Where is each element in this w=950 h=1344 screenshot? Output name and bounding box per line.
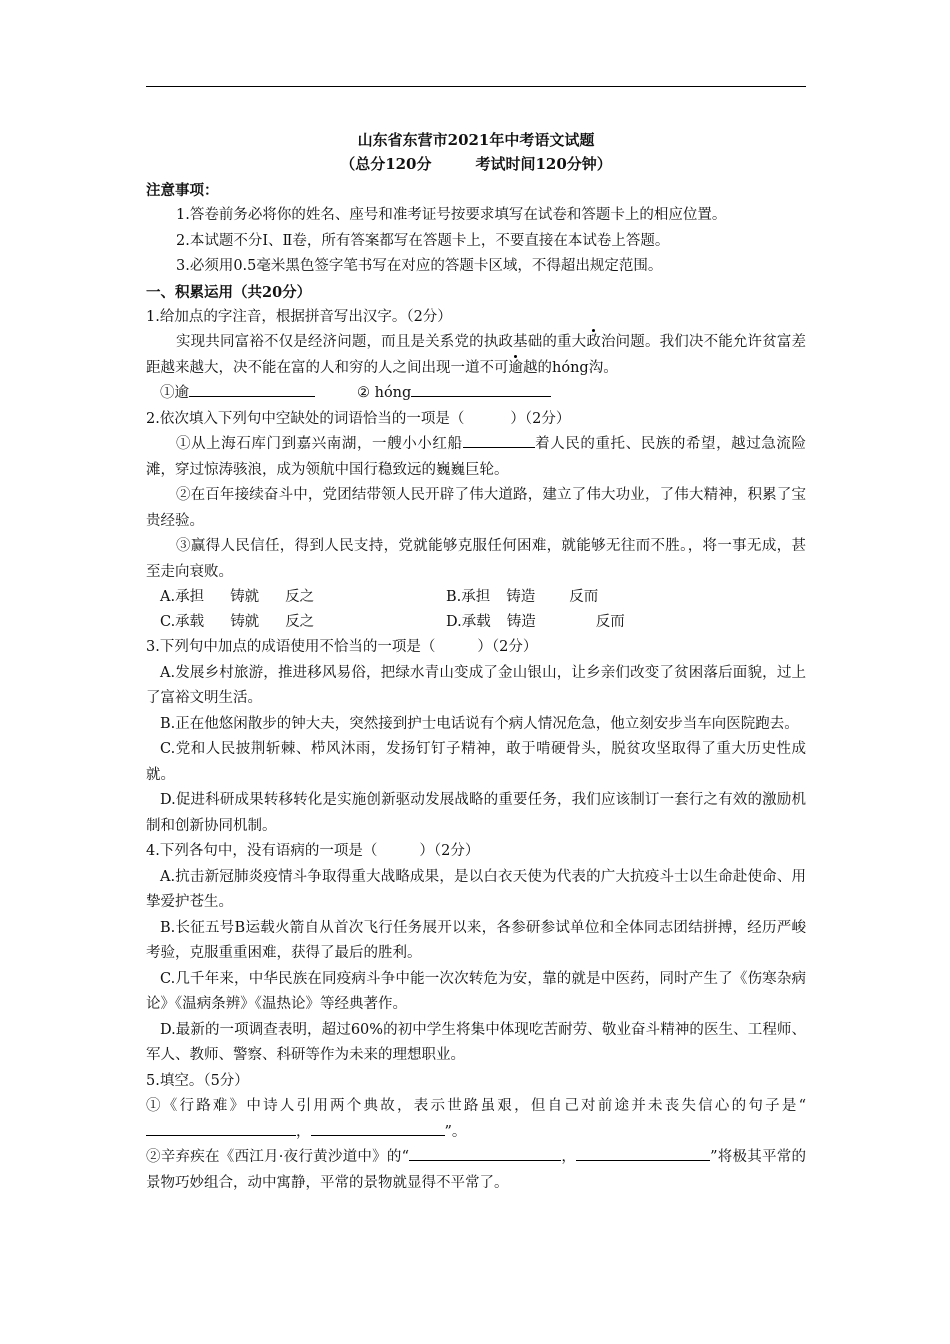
option-d[interactable]: D.承载 铸造 反而 (446, 614, 625, 630)
question-3-stem: 3.下列句中加点的成语使用不恰当的一项是（ ）（2分） (146, 639, 538, 655)
question-2-sentence-3: ③赢得人民信任，得到人民支持，党就能够克服任何困难，就能够无往而不胜。，将一事无成，甚至走向衰败。 (146, 538, 806, 580)
exam-title: 山东省东营市2021年中考语文试题 (357, 131, 595, 149)
section-heading: 一、积累运用（共20分） (146, 283, 312, 301)
question-2-options-row (146, 610, 806, 635)
question-2-sentence-1: ①从上海石库门到嘉兴南湖，一艘小小红船 着人民的重托、民族的希望，越过急流险滩，穿过惊涛骇浪，成为领航中国行稳致远的巍巍巨轮。 (146, 432, 806, 483)
question-4-option-d[interactable]: D.最新的一项调查表明，超过60%的初中学生将集中体现吃苦耐劳、敬业奋斗精神的医生、工程师、军人、教师、警察、科研等作为未来的理想职业。 (146, 1021, 806, 1063)
exam-subtitle (146, 152, 806, 176)
fill-blank[interactable] (146, 1120, 296, 1136)
option-c[interactable]: C.承载 铸就 反之 (160, 614, 315, 630)
fill-blank[interactable] (463, 432, 535, 448)
question-2-options-row (146, 585, 806, 610)
question-4-option-a[interactable]: A.抗击新冠肺炎疫情斗争取得重大战略成果，是以白衣天使为代表的广大抗疫斗士以生命赴使命、用挚爱护苍生。 (146, 868, 806, 910)
notice-item: 2.本试题不分Ⅰ、Ⅱ卷，所有答案都写在答题卡上，不要直接在本试卷上答题。 (176, 232, 670, 249)
notice-item: 3.必须用0.5毫米黑色签字笔书写在对应的答题卡区域，不得超出规定范围。 (176, 258, 663, 274)
question-3-option-a[interactable]: A.发展乡村旅游，推进移风易俗，把绿水青山变成了金山银山，让乡亲们改变了贫困落后面貌，过上了富裕文明生活。 (146, 664, 806, 706)
question-3-option-d[interactable]: D.促进科研成果转移转化是实施创新驱动发展战略的重要任务，我们应该制订一套行之有效的激励机制和创新协同机制。 (146, 792, 806, 834)
question-5-stem: 5.填空。（5分） (146, 1072, 249, 1089)
question-5-item-2: ②辛弃疾在《西江月·夜行黄沙道中》的“ ， ”将极其平常的景物巧妙组合，动中寓静，平常的景物就显得不平常了。 (146, 1145, 806, 1196)
exam-content (146, 128, 806, 1196)
question-1-passage: 实现共同富裕不仅是经济问题，而且是关系党的执政基础的重大政治问题。我们决不能允许贫富差距越来越大，决不能在富的人和穷的人之间出现一道不可逾越的hóng沟。 (146, 334, 807, 376)
question-4-option-b[interactable]: B.长征五号B运载火箭自从首次飞行任务展开以来，各参研参试单位和全体同志团结拼搏，经历严峻考验，克服重重困难，获得了最后的胜利。 (146, 919, 806, 961)
answer-blank[interactable] (189, 381, 315, 397)
notice-heading: 注意事项： (146, 182, 219, 199)
question-4-stem: 4.下列各句中，没有语病的一项是（ ）（2分） (146, 843, 480, 859)
question-3-option-c[interactable]: C.党和人民披荆斩棘、栉风沐雨，发扬钉钉子精神，敢于啃硬骨头，脱贫攻坚取得了重大历史性成就。 (146, 741, 806, 783)
option-a[interactable]: A.承担 铸就 反之 (160, 589, 315, 605)
question-2-sentence-2: ②在百年接续奋斗中，党团结带领人民开辟了伟大道路，建立了伟大功业，了伟大精神，积累了宝贵经验。 (146, 487, 806, 529)
fill-blank[interactable] (576, 1145, 710, 1161)
total-score: （总分120分 (340, 155, 432, 173)
header-rule (146, 86, 806, 87)
answer-blank[interactable] (411, 381, 551, 397)
option-b[interactable]: B.承担 铸造 反而 (446, 589, 599, 605)
answer-label: ② hóng (357, 385, 412, 401)
question-5-item-1: ①《行路难》中诗人引用两个典故，表示世路虽艰，但自己对前途并未丧失信心的句子是“， ”。 (146, 1098, 806, 1140)
question-1-stem: 1.给加点的字注音，根据拼音写出汉字。（2分） (146, 308, 452, 325)
question-3-option-b[interactable]: B.正在他悠闲散步的钟大夫，突然接到护士电话说有个病人情况危急，他立刻安步当车向医院跑去。 (160, 715, 799, 732)
fill-blank[interactable] (311, 1120, 445, 1136)
notice-item: 1.答卷前务必将你的姓名、座号和准考证号按要求填写在试卷和答题卡上的相应位置。 (176, 207, 727, 223)
exam-time: 考试时间120分钟） (475, 155, 612, 173)
question-4-option-c[interactable]: C.几千年来，中华民族在同疫病斗争中能一次次转危为安，靠的就是中医药，同时产生了《伤寒杂病论》《温病条辨》《温热论》等经典著作。 (146, 970, 806, 1012)
question-1-answers (146, 381, 806, 407)
question-2-stem: 2.依次填入下列句中空缺处的词语恰当的一项是（ ）（2分） (146, 410, 571, 427)
answer-label: ①逾 (160, 385, 189, 401)
fill-blank[interactable] (409, 1145, 561, 1161)
